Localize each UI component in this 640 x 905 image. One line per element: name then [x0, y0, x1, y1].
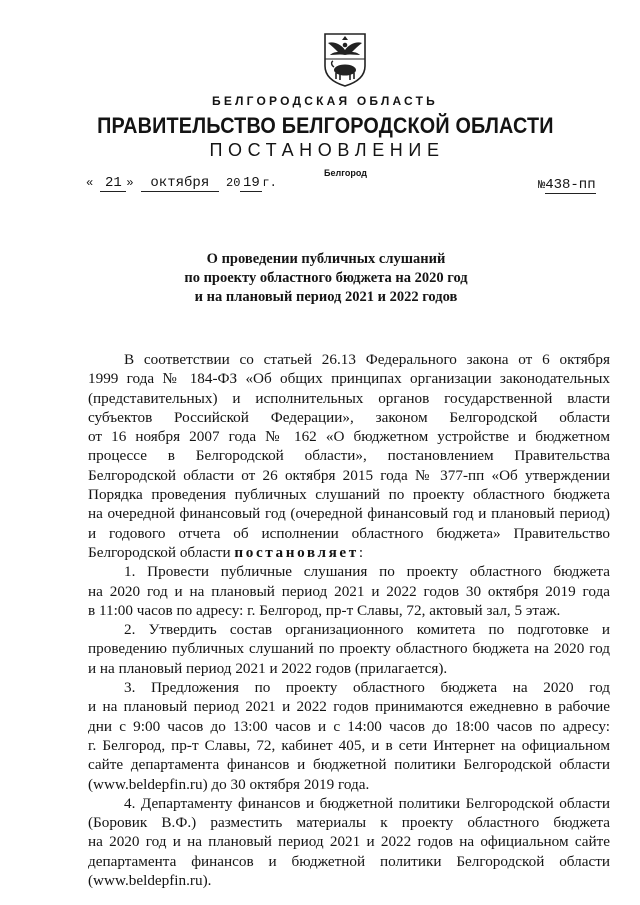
text-line: в 11:00 часов по адресу: г. Белгород, пр-т Славы, 72, актовый зал, 5 этаж.: [88, 601, 561, 619]
text-line: на очередной финансовый год (очередной финансовый год и плановый период): [88, 505, 610, 523]
text-line: дни с 9:00 часов до 13:00 часов и с 14:00 часов до 18:00 часов по адресу:: [88, 717, 610, 735]
city-name: Белгород: [324, 168, 367, 178]
item-4: [88, 794, 610, 890]
text-line: проведению публичных слушаний по проекту областного бюджета на 2020 год: [88, 640, 610, 658]
preamble-last-text: Белгородской области: [88, 543, 231, 561]
date-year-unit: г.: [262, 176, 277, 190]
date-month: октября: [141, 176, 219, 192]
text-line: департамента финансов и бюджетной политики Белгородской области: [88, 852, 610, 870]
text-line: и на плановый период 2021 и 2022 годов (прилагается).: [88, 659, 448, 677]
document-body: [88, 350, 610, 890]
text-line: 3. Предложения по проекту областного бюджета на 2020 год: [124, 679, 610, 697]
number-prefix: №: [538, 178, 546, 192]
title-line: О проведении публичных слушаний: [206, 251, 446, 267]
text-line: (представительных) и исполнительных органов государственной власти: [88, 389, 610, 407]
text-line: 1. Провести публичные слушания по проекту областного бюджета: [124, 563, 610, 581]
text-line: (www.beldepfin.ru) до 30 октября 2019 года.: [88, 775, 370, 793]
coat-of-arms-icon: [322, 32, 368, 88]
text-line: Белгородской области от 26 октября 2015 года № 377-пп «Об утверждении: [88, 466, 610, 484]
text-line: 2. Утвердить состав организационного комитета по подготовке и: [124, 621, 610, 639]
text-line: субъектов Российской Федерации», законом Белгородской области: [88, 408, 610, 426]
item-3: [88, 678, 610, 794]
region-name: БЕЛГОРОДСКАЯ ОБЛАСТЬ: [212, 94, 438, 108]
preamble-paragraph: [88, 350, 610, 562]
document-date: [86, 176, 277, 192]
text-line: [88, 543, 610, 562]
date-close-quote: »: [126, 176, 134, 190]
date-year-prefix: 20: [226, 176, 241, 190]
text-line: 4. Департаменту финансов и бюджетной политики Белгородской области: [124, 794, 610, 812]
document-title: [0, 250, 640, 307]
text-line: сайте департамента финансов и бюджетной политики Белгородской области: [88, 756, 610, 774]
text-line: г. Белгород, пр-т Славы, 72, кабинет 405, и в сети Интернет на официальном: [88, 736, 610, 754]
title-line: и на плановый период 2021 и 2022 годов: [194, 289, 458, 305]
text-line: от 16 ноября 2007 года № 162 «О бюджетном устройстве и бюджетном: [88, 428, 610, 446]
text-line: 1999 года № 184-ФЗ «Об общих принципах организации законодательных: [88, 370, 610, 388]
date-year-suffix: 19: [240, 176, 262, 192]
decree-colon: :: [358, 543, 364, 561]
government-name: ПРАВИТЕЛЬСТВО БЕЛГОРОДСКОЙ ОБЛАСТИ: [97, 113, 554, 138]
date-open-quote: «: [86, 176, 94, 190]
date-day: 21: [100, 176, 126, 192]
text-line: процессе в Белгородской области», постановлением Правительства: [88, 447, 610, 465]
text-line: (Боровик В.Ф.) разместить материалы к проекту областного бюджета: [88, 814, 610, 832]
text-line: и годового отчета об исполнении областного бюджета» Правительство: [88, 524, 610, 542]
text-line: на 2020 год и на плановый период 2021 и 2022 годов 30 октября 2019 года: [88, 582, 610, 600]
number-value: 438-пп: [545, 177, 596, 193]
text-line: и на плановый период 2021 и 2022 годов принимаются ежедневно в рабочие: [88, 698, 610, 716]
text-line: на 2020 год и на плановый период 2021 и 2022 годов на официальном сайте: [88, 833, 610, 851]
document-number: [538, 177, 596, 193]
title-line: по проекту областного бюджета на 2020 год: [184, 270, 468, 286]
document-type: ПОСТАНОВЛЕНИЕ: [209, 140, 445, 160]
text-line: В соответствии со статьей 26.13 Федерального закона от 6 октября: [124, 351, 610, 368]
text-line: (www.beldepfin.ru).: [88, 872, 212, 890]
item-2: [88, 620, 610, 678]
text-line: Порядка проведения публичных слушаний по проекту областного бюджета: [88, 486, 610, 504]
item-1: [88, 562, 610, 620]
decree-word: постановляет: [234, 543, 359, 561]
